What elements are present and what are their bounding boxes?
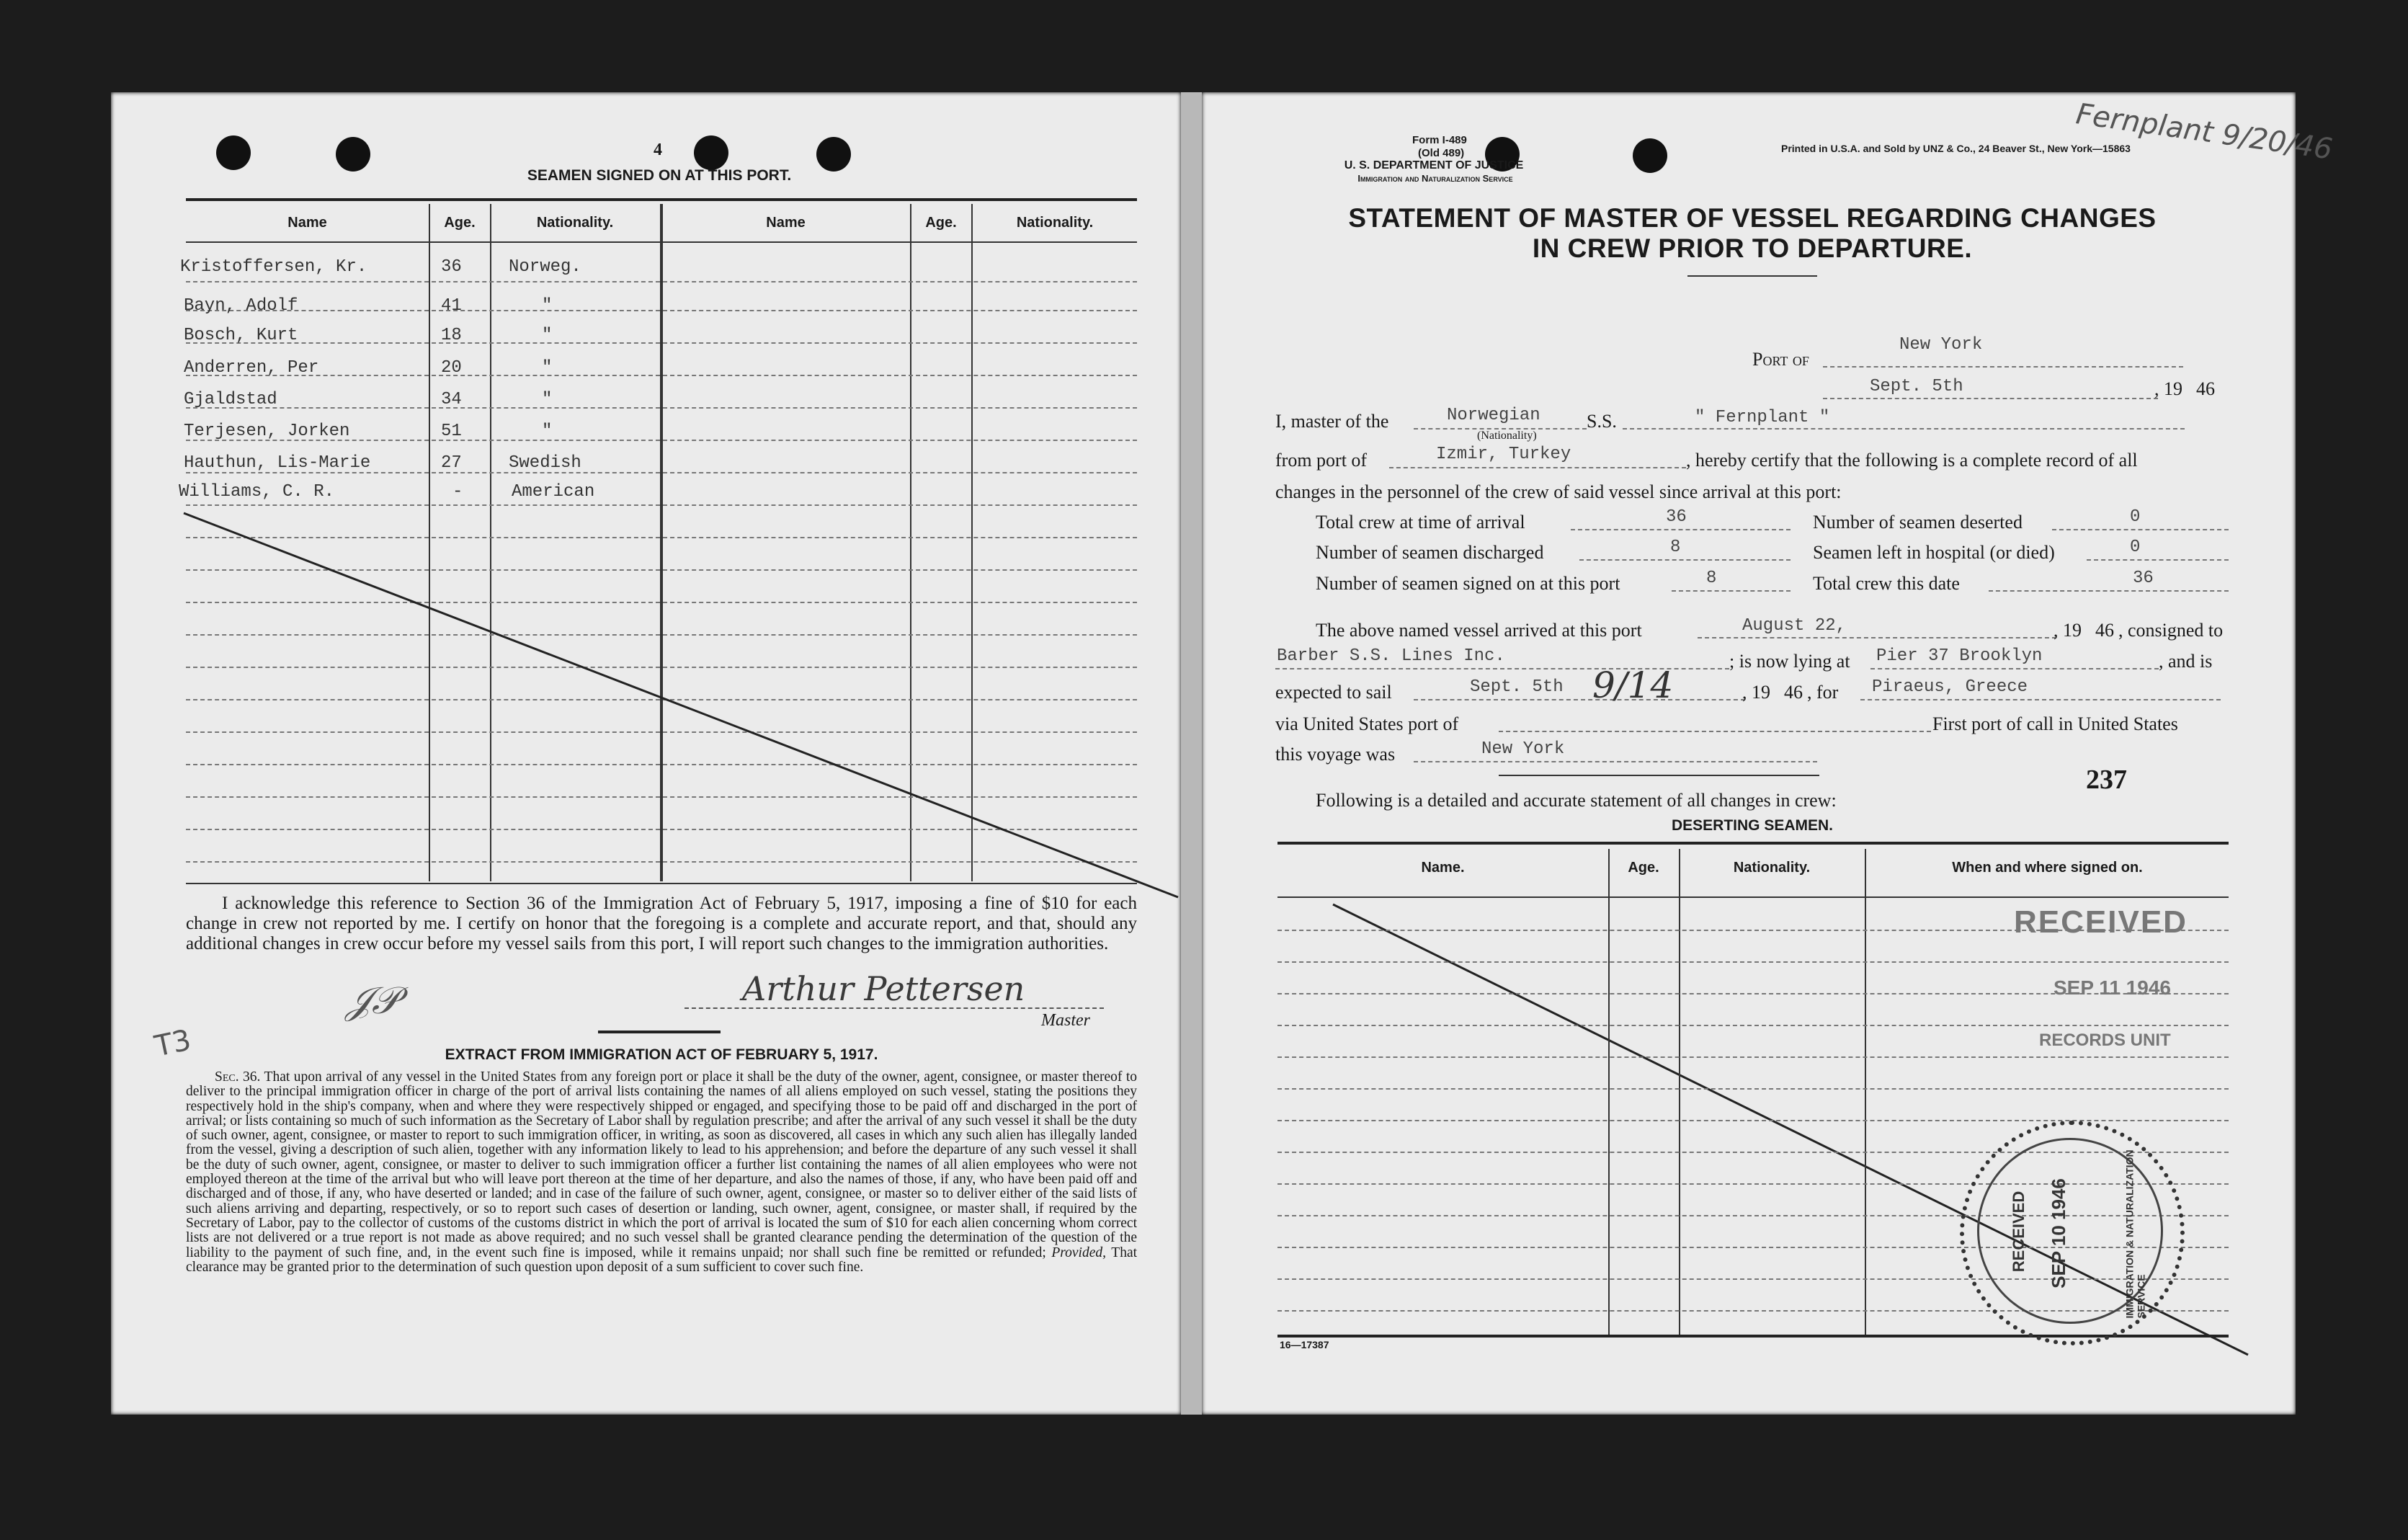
col-header-name-2: Name — [766, 215, 806, 231]
total-crew-date-label: Total crew this date — [1813, 573, 1960, 594]
count-line — [2087, 559, 2229, 561]
section-provided: Provided, — [1051, 1245, 1107, 1260]
first-port-label: First port of call in United States — [1932, 713, 2178, 734]
seaman-nationality: Swedish — [509, 453, 581, 473]
total-crew-arrival-label: Total crew at time of arrival — [1316, 512, 1525, 533]
count-line — [2052, 529, 2229, 530]
count-line — [1672, 590, 1791, 592]
section-label: Sec. 36. — [215, 1069, 261, 1085]
seaman-name: Gjaldstad — [184, 390, 277, 409]
seaman-name: Anderren, Per — [184, 358, 319, 378]
master-label: Master — [1041, 1011, 1090, 1030]
seaman-name: Terjesen, Jorken — [184, 422, 350, 441]
round-stamp-service: IMMIGRATION & NATURALIZATION SERVICE — [2123, 1149, 2147, 1319]
consigned-label: , consigned to — [2118, 620, 2224, 641]
following-text: Following is a detailed and accurate statement of all changes in crew: — [1316, 790, 1837, 811]
col-header-nationality: Nationality. — [536, 215, 614, 231]
seaman-nationality: Norweg. — [509, 257, 581, 277]
form-title-line-1: STATEMENT OF MASTER OF VESSEL REGARDING CHANGES — [1348, 203, 2157, 233]
seaman-nationality: " — [542, 422, 553, 441]
section-tail: That clearance may be granted prior to the determination of such question upon deposit of a sum sufficient to cover such fine. — [186, 1245, 1138, 1275]
certify-text: , hereby certify that the following is a complete record of all — [1686, 450, 2138, 471]
seamen-signed-heading: SEAMEN SIGNED ON AT THIS PORT. — [527, 167, 792, 184]
seaman-age: 36 — [441, 257, 462, 277]
seaman-age: 18 — [441, 326, 462, 345]
col-divider — [1865, 849, 1866, 1335]
first-port-value: New York — [1481, 739, 1565, 759]
seaman-nationality: " — [542, 390, 553, 409]
form-title-line-2: IN CREW PRIOR TO DEPARTURE. — [1532, 233, 1973, 263]
col-header-nationality-2: Nationality. — [1016, 215, 1094, 231]
lying-line — [1870, 668, 2159, 669]
nationality-value: Norwegian — [1447, 406, 1540, 425]
extract-title: EXTRACT FROM IMMIGRATION ACT OF FEBRUARY 5, 1917. — [445, 1046, 878, 1063]
round-stamp-date: SEP 10 1946 — [2047, 1178, 2069, 1288]
seaman-nationality: American — [512, 482, 595, 502]
from-port-line — [1389, 467, 1686, 468]
changes-text: changes in the personnel of the crew of said vessel since arrival at this port: — [1275, 481, 1842, 502]
hospital-value: 0 — [2130, 538, 2141, 557]
hospital-label: Seamen left in hospital (or died) — [1813, 542, 2055, 563]
round-stamp — [1960, 1121, 2185, 1345]
consignee-value: Barber S.S. Lines Inc. — [1277, 646, 1505, 666]
section-36-text — [186, 1070, 1137, 1275]
total-crew-date-value: 36 — [2133, 569, 2154, 588]
page-number: 4 — [654, 141, 662, 159]
port-of-label: Port of — [1752, 349, 1809, 370]
seaman-name: Kristoffersen, Kr. — [180, 257, 367, 277]
seaman-age: 51 — [441, 422, 462, 441]
master-signature: Arthur Pettersen — [742, 969, 1025, 1008]
deserting-header-rule — [1277, 896, 2229, 898]
arrived-year-prefix: , 19 — [2054, 620, 2082, 641]
signed-on-value: 8 — [1706, 569, 1717, 588]
port-line — [1823, 366, 2183, 368]
received-stamp-date: SEP 11 1946 — [2054, 976, 2171, 999]
signed-on-label: Number of seamen signed on at this port — [1316, 573, 1620, 594]
arrived-label: The above named vessel arrived at this port — [1316, 620, 1642, 641]
and-is-label: , and is — [2159, 651, 2213, 672]
via-line — [1499, 731, 1931, 732]
total-crew-arrival-value: 36 — [1666, 507, 1687, 527]
seaman-age: - — [452, 482, 463, 502]
lying-at-label: ; is now lying at — [1729, 651, 1850, 672]
count-line — [1989, 590, 2229, 592]
seaman-age: 41 — [441, 296, 462, 316]
form-number: Form I-489 — [1412, 134, 1467, 146]
sail-year: 46 — [1784, 682, 1803, 703]
vessel-line — [1623, 428, 2185, 429]
deserting-col-age: Age. — [1628, 860, 1659, 876]
seaman-name: Williams, C. R. — [179, 482, 335, 502]
form-footer: 16—17387 — [1280, 1339, 1329, 1350]
department: U. S. DEPARTMENT OF JUSTICE — [1344, 159, 1524, 172]
col-header-name: Name — [287, 215, 327, 231]
deserting-col-when-where: When and where signed on. — [1952, 860, 2143, 876]
received-stamp: RECEIVED — [2014, 904, 2188, 940]
arrived-year: 46 — [2095, 620, 2114, 641]
from-port-value: Izmir, Turkey — [1436, 445, 1571, 464]
deserted-value: 0 — [2130, 507, 2141, 527]
col-divider — [1608, 849, 1610, 1335]
vessel-type: S.S. — [1587, 411, 1617, 432]
voyage-line — [1414, 761, 1817, 762]
round-stamp-received: RECEIVED — [2010, 1190, 2028, 1273]
voyage-label: this voyage was — [1275, 744, 1396, 765]
deserting-table-top — [1277, 842, 2229, 845]
col-header-age-2: Age. — [925, 215, 957, 231]
voyage-underline — [1499, 775, 1819, 776]
form-old: (Old 489) — [1418, 147, 1465, 159]
seaman-name: Bayn, Adolf — [184, 296, 298, 316]
printer-line: Printed in U.S.A. and Sold by UNZ & Co., 24 Beaver St., New York—15863 — [1781, 143, 2131, 154]
file-number: 237 — [2086, 765, 2127, 795]
sail-handwritten: 9/14 — [1592, 664, 1674, 706]
deserting-col-nationality: Nationality. — [1733, 860, 1811, 876]
deserted-label: Number of seamen deserted — [1813, 512, 2023, 533]
extract-rule — [598, 1031, 721, 1033]
nationality-caption: (Nationality) — [1477, 429, 1537, 442]
destination-line — [1860, 699, 2221, 700]
col-header-age: Age. — [444, 215, 476, 231]
sail-year-prefix: , 19 — [1742, 682, 1770, 703]
date-line — [1823, 398, 2158, 399]
section-body: That upon arrival of any vessel in the United States from any foreign port or place it shall be the duty of the owner, agent, consignee, or master thereof to deliver to the principal immigration officer in charge of the port of arrival lists containing the names of all aliens employed on such vessel, stating the positions they respectively hold in the ship's company, when and where they were respectively shipped or engaged, and specifying those to be paid off and discharged in the port of arrival; or lists containing so much of such information as the Secretary of Labor shall by regulation prescribe; and after the arrival of any such vessel it shall be the duty of such owner, agent, consignee, or master to report to such immigration officer, in writing, as soon as discovered, all cases in which any such alien has illegally landed from the vessel, giving a description of such alien, together with any information likely to lead to his apprehension; and before the departure of any such vessel it shall be the duty of such owner, agent, consignee, or master to deliver to such immigration officer a further list containing the names of all alien employees who were not employed thereon at the time of the arrival but who will leave port thereon at the time of her departure, and also the names of those, if any, who have been paid off and discharged and of those, if any, who have deserted or landed; and in case of the failure of such owner, agent, consignee, or master so to deliver either of the said lists of such aliens arriving and departing, respectively, or so to report such cases of desertion or landing, such owner, agent, consignee, or master shall, if required by the Secretary of Labor, pay to the collector of customs of the customs district in which the port of arrival is located the sum of $10 for each alien concerning whom correct lists are not delivered or a true report is not made as above required; and no such vessel shall be granted clearance pending the determination of the question of the liability to the payment of such fine, and, in the event such fine is imposed, while it remains unpaid; nor shall such fine be remitted or refunded; — [186, 1069, 1137, 1260]
initials-mark: 𝒥𝒫 — [346, 981, 399, 1022]
count-line — [1571, 529, 1791, 530]
seaman-nationality: " — [542, 358, 553, 378]
expected-label: expected to sail — [1275, 682, 1392, 703]
via-label: via United States port of — [1275, 713, 1459, 734]
date-value: Sept. 5th — [1870, 377, 1963, 396]
seaman-age: 34 — [441, 390, 462, 409]
received-stamp-unit: RECORDS UNIT — [2039, 1031, 2171, 1050]
year-suffix: 46 — [2196, 378, 2215, 399]
sail-line — [1414, 699, 1745, 700]
arrived-date: August 22, — [1742, 616, 1847, 636]
seaman-name: Hauthun, Lis-Marie — [184, 453, 371, 473]
arrival-line — [1698, 637, 2056, 638]
seaman-age: 20 — [441, 358, 462, 378]
vessel-name: " Fernplant " — [1695, 408, 1830, 427]
discharged-label: Number of seamen discharged — [1316, 542, 1544, 563]
margin-note: Fernplant 9/20/46 — [2074, 97, 2335, 166]
seaman-nationality: " — [542, 326, 553, 345]
title-underline — [1687, 275, 1817, 277]
master-of-label: I, master of the — [1275, 411, 1389, 432]
seaman-nationality: " — [542, 296, 553, 316]
sail-date: Sept. 5th — [1470, 677, 1564, 697]
discharged-value: 8 — [1670, 538, 1681, 557]
port-value: New York — [1899, 335, 1983, 355]
lying-at-value: Pier 37 Brooklyn — [1876, 646, 2043, 666]
from-port-label: from port of — [1275, 450, 1368, 471]
seaman-age: 27 — [441, 453, 462, 473]
for-label: , for — [1807, 682, 1839, 703]
service-name: Immigration and Naturalization Service — [1357, 173, 1513, 184]
count-line — [1579, 559, 1791, 561]
destination-value: Piraeus, Greece — [1872, 677, 2028, 697]
acknowledgment-text: I acknowledge this reference to Section 36 of the Immigration Act of February 5, 1917, imposing a fine of $10 for each change in crew not reported by me. I certify on honor that the foregoing is a complete and accurate report, and that, should any additional changes in crew occur before my vessel sails from this port, I will report such changes to the immigration authorities. — [186, 894, 1137, 953]
deserting-heading: DESERTING SEAMEN. — [1671, 817, 1834, 834]
deserting-col-name: Name. — [1421, 860, 1465, 876]
year-prefix: , 19 — [2154, 378, 2182, 399]
margin-mark: T3 — [151, 1023, 195, 1064]
col-divider — [1679, 849, 1680, 1335]
seaman-name: Bosch, Kurt — [184, 326, 298, 345]
